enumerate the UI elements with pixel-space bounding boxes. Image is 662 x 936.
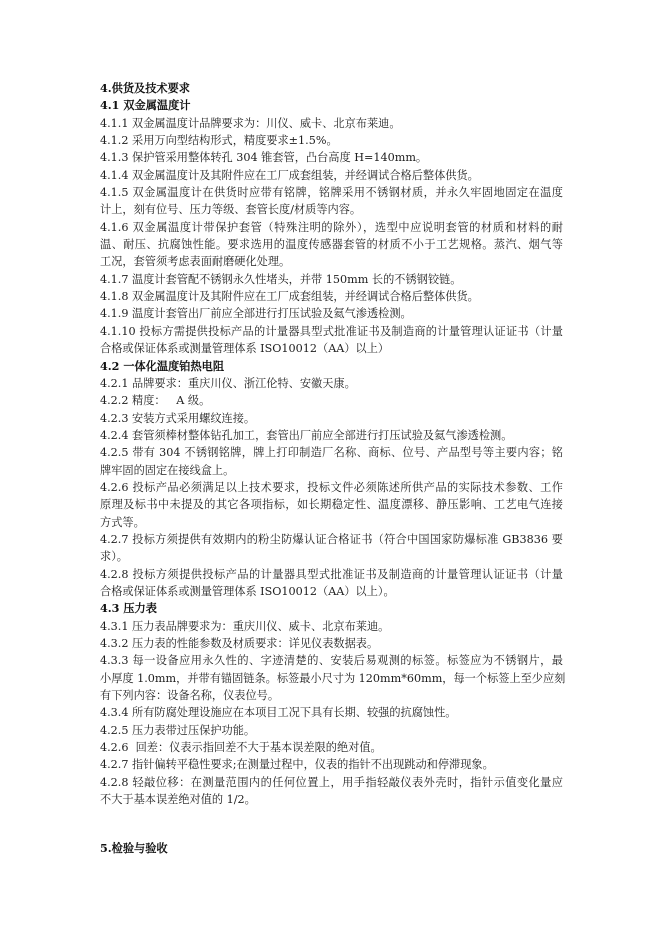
item-4-2-8-line: 4.2.8 投标方须提供投标产品的计量器具型式批准证书及制造商的计量管理认证证书（计量 xyxy=(100,567,563,581)
section-4-3-title: 4.3 压力表 xyxy=(100,601,157,616)
item-4-2-1: 4.2.1 品牌要求：重庆川仪、浙江伦特、安徽天康。 xyxy=(100,376,356,390)
item-4-1-9: 4.1.9 温度计套管出厂前应全部进行打压试验及氦气渗透检测。 xyxy=(100,307,412,321)
item-4-1-5-line: 计上，刻有位号、压力等级、套管长度/材质等内容。 xyxy=(100,203,362,217)
item-4-1-8: 4.1.8 双金属温度计及其附件应在工厂成套组装，并经调试合格后整体供货。 xyxy=(100,290,479,304)
item-4-3-3-line: 小厚度 1.0mm，并带有锚固链条。标签最小尺寸为 120mm*60mm，每一个标签上至少应刻 xyxy=(100,671,566,685)
item-4-3-1: 4.3.1 压力表品牌要求为：重庆川仪、威卡、北京布莱迪。 xyxy=(100,619,390,633)
item-4-3-2: 4.3.2 压力表的性能参数及材质要求：详见仪表数据表。 xyxy=(100,637,379,650)
section-4-2-title: 4.2 一体化温度铂热电阻 xyxy=(100,358,225,373)
item-4-1-1: 4.1.1 双金属温度计品牌要求为：川仪、威卡、北京布莱迪。 xyxy=(100,116,401,130)
item-4-2-5-line: 4.2.5 带有 304 不锈钢铭牌，牌上打印制造厂名称、商标、位号、产品型号等主要内容；铭 xyxy=(100,446,563,460)
item-4-1-3: 4.1.3 保护管采用整体转孔 304 锥套管，凸台高度 H=140mm。 xyxy=(100,151,428,165)
item-4-2-7-line: 4.2.7 投标方须提供有效期内的粉尘防爆认证合格证书（符合中国国家防爆标准 GB3836 要 xyxy=(100,532,563,546)
item-4-2-4: 4.2.4 套管须棒材整体钻孔加工，套管出厂前应全部进行打压试验及氦气渗透检测。 xyxy=(100,428,513,442)
item-4-2-7 xyxy=(100,531,563,566)
document-page xyxy=(100,80,566,857)
paragraph-spacer xyxy=(100,808,563,825)
item-4-2-3: 4.2.3 安装方式采用螺纹连接。 xyxy=(100,411,256,425)
item-pressure-4-2-8-line: 4.2.8 轻敲位移：在测量范围内的任何位置上，用手指轻敲仪表外壳时，指针示值变化量应 xyxy=(100,775,563,789)
item-4-2-7-line: 求）。 xyxy=(100,550,128,564)
item-pressure-4-2-8 xyxy=(100,774,563,809)
item-4-1-5-line: 4.1.5 双金属温度计在供货时应带有铭牌，铭牌采用不锈钢材质，并永久牢固地固定在温度 xyxy=(100,186,563,200)
item-4-3-3 xyxy=(100,652,566,704)
section-5-title: 5.检验与验收 xyxy=(100,840,168,855)
item-4-1-10-line: 4.1.10 投标方需提供投标产品的计量器具型式批准证书及制造商的计量管理认证证书（计量 xyxy=(100,324,563,338)
item-pressure-4-2-7: 4.2.7 指针偏转平稳性要求;在测量过程中，仪表的指针不出现跳动和停滞现象。 xyxy=(100,758,494,772)
item-4-1-6 xyxy=(100,219,563,271)
item-4-1-4: 4.1.4 双金属温度计及其附件应在工厂成套组装，并经调试合格后整体供货。 xyxy=(100,168,479,182)
item-4-1-6-line: 工况，套管须考虑表面耐磨硬化处理。 xyxy=(100,255,291,269)
section-4-title: 4.供货及技术要求 xyxy=(100,81,190,95)
item-4-2-6-line: 原理及标书中未提及的其它各项指标，如长期稳定性、温度漂移、静压影响、工艺电气连接 xyxy=(100,498,563,512)
item-4-2-6 xyxy=(100,479,563,531)
item-4-3-3-line: 4.3.3 每一设备应用永久性的、字迹清楚的、安装后易观测的标签。标签应为不锈钢片，最 xyxy=(100,654,563,668)
item-4-1-7: 4.1.7 温度计套管配不锈钢永久性堵头，并带 150mm 长的不锈钢铰链。 xyxy=(100,272,462,286)
item-4-2-8 xyxy=(100,566,563,601)
item-4-2-5 xyxy=(100,444,563,479)
item-4-1-5 xyxy=(100,184,563,219)
item-4-2-8-line: 合格或保证体系或测量管理体系 ISO10012（AA）以上）。 xyxy=(100,584,395,598)
item-pressure-4-2-6: 4.2.6 回差：仪表示指回差不大于基本误差限的绝对值。 xyxy=(100,741,382,755)
item-4-2-6-line: 4.2.6 投标产品必须满足以上技术要求，投标文件必须陈述所供产品的实际技术参数、工作 xyxy=(100,480,563,494)
item-4-1-6-line: 温、耐压、抗腐蚀性能。要求选用的温度传感器套管的材质不小于工艺规格。蒸汽、烟气等 xyxy=(100,238,563,252)
paragraph-spacer xyxy=(100,826,563,840)
item-4-3-3-line: 有下列内容：设备名称，仪表位号。 xyxy=(100,689,280,703)
item-4-1-10 xyxy=(100,323,563,358)
item-pressure-4-2-8-line: 不大于基本误差绝对值的 1/2。 xyxy=(100,793,256,807)
item-pressure-4-2-5: 4.2.5 压力表带过压保护功能。 xyxy=(100,723,256,737)
section-4-1-title: 4.1 双金属温度计 xyxy=(100,98,191,113)
item-4-1-10-line: 合格或保证体系或测量管理体系 ISO10012（AA）以上） xyxy=(100,342,390,356)
item-4-2-6-line: 方式等。 xyxy=(100,515,145,529)
item-4-3-4: 4.3.4 所有防腐处理设施应在本项目工况下具有长期、较强的抗腐蚀性。 xyxy=(100,706,457,720)
item-4-2-5-line: 牌牢固的固定在接线盒上。 xyxy=(100,463,235,477)
item-4-1-6-line: 4.1.6 双金属温度计带保护套管（特殊注明的除外），选型中应说明套管的材质和材料的耐 xyxy=(100,220,563,234)
item-4-2-2: 4.2.2 精度： A 级。 xyxy=(100,394,211,408)
item-4-1-2: 4.1.2 采用万向型结构形式，精度要求±1.5%。 xyxy=(100,134,338,148)
